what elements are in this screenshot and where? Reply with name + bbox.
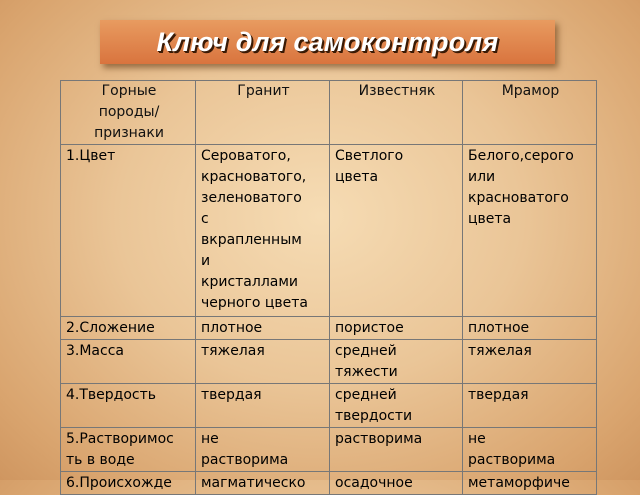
feature-cell: 1.Цвет: [61, 145, 196, 317]
table-row: [61, 340, 597, 384]
marble-cell: твердая: [463, 384, 597, 428]
marble-cell: плотное: [463, 317, 597, 340]
header-rocks-features: Горные породы/ признаки: [61, 81, 196, 145]
marble-cell: тяжелая: [463, 340, 597, 384]
limestone-cell: Светлого цвета: [330, 145, 463, 317]
feature-cell: 2.Сложение: [61, 317, 196, 340]
table-row: [61, 428, 597, 472]
rock-comparison-table: [60, 80, 597, 495]
table-row: [61, 145, 597, 317]
table-header-row: [61, 81, 597, 145]
limestone-cell: средней твердости: [330, 384, 463, 428]
granite-cell: не растворима: [196, 428, 330, 472]
table-row: [61, 472, 597, 495]
table-row: [61, 384, 597, 428]
granite-cell: твердая: [196, 384, 330, 428]
header-limestone: Известняк: [330, 81, 463, 145]
feature-cell: 5.Растворимос ть в воде: [61, 428, 196, 472]
table-row: [61, 317, 597, 340]
marble-cell: не растворима: [463, 428, 597, 472]
title-banner: [100, 20, 555, 64]
granite-cell: Сероватого, красноватого, зеленоватого с вкрапленным и кристаллами черного цвета: [196, 145, 330, 317]
header-granite: Гранит: [196, 81, 330, 145]
limestone-cell: осадочное: [330, 472, 463, 495]
header-marble: Мрамор: [463, 81, 597, 145]
limestone-cell: средней тяжести: [330, 340, 463, 384]
granite-cell: плотное: [196, 317, 330, 340]
page-title: Ключ для самоконтроля: [156, 26, 499, 57]
marble-cell: Белого,серого или красноватого цвета: [463, 145, 597, 317]
granite-cell: магматическо: [196, 472, 330, 495]
limestone-cell: пористое: [330, 317, 463, 340]
feature-cell: 3.Масса: [61, 340, 196, 384]
granite-cell: тяжелая: [196, 340, 330, 384]
limestone-cell: растворима: [330, 428, 463, 472]
marble-cell: метаморфиче: [463, 472, 597, 495]
feature-cell: 4.Твердость: [61, 384, 196, 428]
feature-cell: 6.Происхожде: [61, 472, 196, 495]
